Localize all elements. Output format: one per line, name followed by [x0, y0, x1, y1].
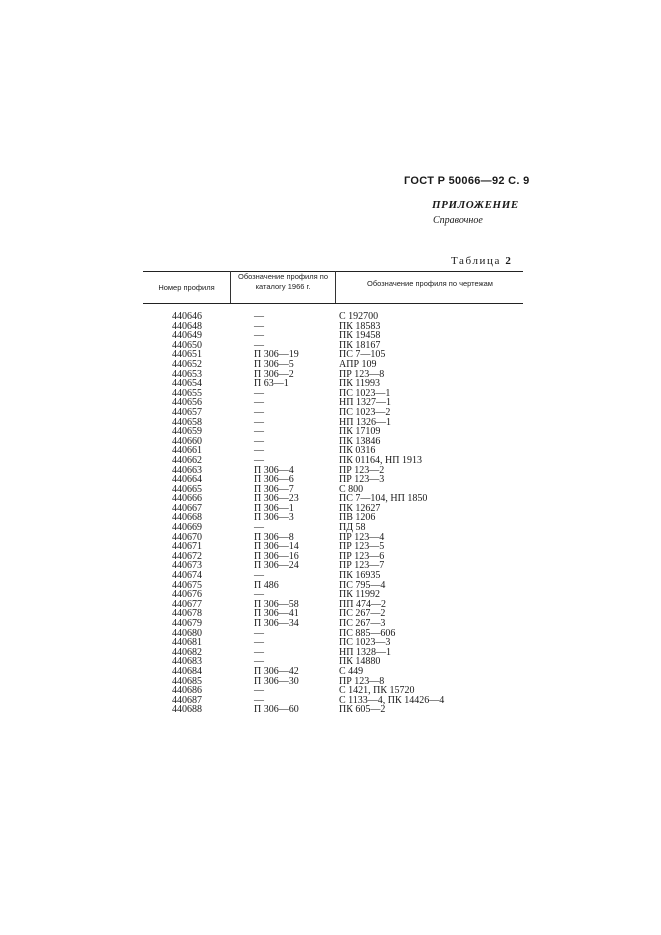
cell-catalog-designation: П 306—58 [254, 598, 299, 610]
cell-profile-number: 440688 [172, 704, 202, 716]
cell-drawing-designation: ПР 123—3 [339, 474, 385, 486]
cell-drawing-designation: ПР 123—8 [339, 368, 385, 380]
cell-catalog-designation: — [254, 637, 264, 649]
cell-profile-number: 440660 [172, 435, 202, 447]
cell-catalog-designation: П 306—2 [254, 368, 294, 380]
cell-catalog-designation: — [254, 685, 264, 697]
table-row [0, 667, 661, 677]
table-row [0, 360, 661, 370]
table-row [0, 331, 661, 341]
cell-catalog-designation: — [254, 570, 264, 582]
cell-profile-number: 440650 [172, 339, 202, 351]
table-row [0, 437, 661, 447]
cell-profile-number: 440665 [172, 483, 202, 495]
cell-catalog-designation: П 306—19 [254, 349, 299, 361]
cell-drawing-designation: ПД 58 [339, 522, 366, 534]
cell-profile-number: 440684 [172, 665, 202, 677]
cell-profile-number: 440672 [172, 550, 202, 562]
table-number: 2 [505, 255, 511, 267]
table-row [0, 446, 661, 456]
cell-drawing-designation: ПК 12627 [339, 502, 381, 514]
cell-catalog-designation: — [254, 454, 264, 466]
table-row [0, 494, 661, 504]
cell-profile-number: 440686 [172, 685, 202, 697]
table-row [0, 561, 661, 571]
cell-catalog-designation: — [254, 320, 264, 332]
cell-catalog-designation: П 306—7 [254, 483, 294, 495]
cell-drawing-designation: ПК 19458 [339, 330, 381, 342]
table-row [0, 398, 661, 408]
cell-profile-number: 440649 [172, 330, 202, 342]
cell-profile-number: 440653 [172, 368, 202, 380]
table-row [0, 513, 661, 523]
cell-drawing-designation: ПК 13846 [339, 435, 381, 447]
appendix-title: ПРИЛОЖЕНИЕ [432, 199, 519, 211]
cell-drawing-designation: НП 1327—1 [339, 397, 391, 409]
cell-catalog-designation: — [254, 589, 264, 601]
table-row [0, 350, 661, 360]
cell-catalog-designation: П 63—1 [254, 378, 289, 390]
cell-catalog-designation: П 306—5 [254, 358, 294, 370]
cell-profile-number: 440652 [172, 358, 202, 370]
cell-drawing-designation: АПР 109 [339, 358, 377, 370]
table-row [0, 600, 661, 610]
table-row [0, 542, 661, 552]
cell-catalog-designation: — [254, 339, 264, 351]
cell-profile-number: 440659 [172, 426, 202, 438]
cell-drawing-designation: ПК 0316 [339, 445, 376, 457]
cell-catalog-designation: П 306—4 [254, 464, 294, 476]
cell-catalog-designation: П 306—14 [254, 541, 299, 553]
cell-catalog-designation: П 306—6 [254, 474, 294, 486]
cell-catalog-designation: — [254, 656, 264, 668]
appendix-note: Справочное [433, 215, 483, 226]
table-row [0, 418, 661, 428]
cell-catalog-designation: — [254, 522, 264, 534]
cell-catalog-designation: П 306—8 [254, 531, 294, 543]
cell-profile-number: 440669 [172, 522, 202, 534]
cell-catalog-designation: П 306—30 [254, 675, 299, 687]
cell-profile-number: 440646 [172, 311, 202, 322]
cell-profile-number: 440680 [172, 627, 202, 639]
cell-profile-number: 440648 [172, 320, 202, 332]
table-row [0, 485, 661, 495]
cell-catalog-designation: П 306—42 [254, 665, 299, 677]
cell-drawing-designation: ПС 267—2 [339, 608, 386, 620]
cell-catalog-designation: П 306—1 [254, 502, 294, 514]
table-row [0, 648, 661, 658]
cell-drawing-designation: С 800 [339, 483, 364, 495]
table-row [0, 504, 661, 514]
cell-drawing-designation: С 192700 [339, 311, 379, 322]
table-header-rule [143, 303, 523, 304]
document-reference: ГОСТ Р 50066—92 С. 9 [404, 175, 530, 187]
cell-drawing-designation: ПК 16935 [339, 570, 381, 582]
cell-profile-number: 440656 [172, 397, 202, 409]
cell-profile-number: 440678 [172, 608, 202, 620]
table-caption [451, 255, 511, 267]
cell-catalog-designation: — [254, 445, 264, 457]
cell-profile-number: 440675 [172, 579, 202, 591]
cell-drawing-designation: ПВ 1206 [339, 512, 376, 524]
cell-drawing-designation: НП 1328—1 [339, 646, 391, 658]
cell-catalog-designation: — [254, 416, 264, 428]
table-row [0, 609, 661, 619]
cell-profile-number: 440664 [172, 474, 202, 486]
column-header-catalog-designation: Обозначение профиля по каталогу 1966 г. [238, 272, 328, 291]
cell-drawing-designation: ПС 1023—2 [339, 406, 391, 418]
cell-drawing-designation: ПС 1023—1 [339, 387, 391, 399]
table-row [0, 677, 661, 687]
cell-drawing-designation: ПР 123—7 [339, 560, 385, 572]
cell-catalog-designation: — [254, 406, 264, 418]
table-row [0, 686, 661, 696]
table-row [0, 427, 661, 437]
cell-profile-number: 440676 [172, 589, 202, 601]
table-row [0, 571, 661, 581]
cell-profile-number: 440667 [172, 502, 202, 514]
cell-catalog-designation: — [254, 646, 264, 658]
cell-drawing-designation: ПР 123—2 [339, 464, 385, 476]
cell-profile-number: 440671 [172, 541, 202, 553]
table-row [0, 466, 661, 476]
cell-drawing-designation: ПК 11992 [339, 589, 381, 601]
cell-drawing-designation: ПС 795—4 [339, 579, 386, 591]
cell-profile-number: 440651 [172, 349, 202, 361]
cell-drawing-designation: ПП 474—2 [339, 598, 386, 610]
table-label: Таблица [451, 255, 501, 267]
table-row [0, 696, 661, 706]
cell-drawing-designation: ПК 18583 [339, 320, 381, 332]
cell-drawing-designation: С 449 [339, 665, 364, 677]
cell-catalog-designation: П 306—41 [254, 608, 299, 620]
cell-drawing-designation: ПК 605—2 [339, 704, 386, 716]
table-row [0, 590, 661, 600]
cell-drawing-designation: ПР 123—6 [339, 550, 385, 562]
cell-catalog-designation: П 306—60 [254, 704, 299, 716]
cell-catalog-designation: — [254, 426, 264, 438]
cell-profile-number: 440683 [172, 656, 202, 668]
cell-drawing-designation: С 1133—4, ПК 14426—4 [339, 694, 445, 706]
cell-catalog-designation: П 486 [254, 579, 279, 591]
cell-profile-number: 440655 [172, 387, 202, 399]
cell-catalog-designation: — [254, 387, 264, 399]
table-row [0, 370, 661, 380]
cell-profile-number: 440662 [172, 454, 202, 466]
cell-catalog-designation: — [254, 330, 264, 342]
table-row [0, 705, 661, 715]
cell-catalog-designation: П 306—16 [254, 550, 299, 562]
column-header-drawing-designation: Обозначение профиля по чертежам [367, 279, 493, 288]
cell-drawing-designation: ПК 17109 [339, 426, 381, 438]
table-body [0, 312, 661, 715]
cell-profile-number: 440682 [172, 646, 202, 658]
table-row [0, 408, 661, 418]
table-row [0, 475, 661, 485]
table-row [0, 389, 661, 399]
cell-profile-number: 440670 [172, 531, 202, 543]
cell-profile-number: 440668 [172, 512, 202, 524]
cell-profile-number: 440654 [172, 378, 202, 390]
cell-drawing-designation: ПК 11993 [339, 378, 381, 390]
cell-profile-number: 440679 [172, 618, 202, 629]
cell-profile-number: 440657 [172, 406, 202, 418]
cell-catalog-designation: П 306—24 [254, 560, 299, 572]
cell-profile-number: 440663 [172, 464, 202, 476]
cell-drawing-designation: С 1421, ПК 15720 [339, 685, 415, 697]
cell-catalog-designation: — [254, 627, 264, 639]
table-row [0, 312, 661, 322]
table-row [0, 629, 661, 639]
table-row [0, 456, 661, 466]
table-row [0, 619, 661, 629]
cell-catalog-designation: П 306—3 [254, 512, 294, 524]
table-row [0, 379, 661, 389]
cell-profile-number: 440673 [172, 560, 202, 572]
cell-drawing-designation: ПР 123—8 [339, 675, 385, 687]
cell-catalog-designation: — [254, 397, 264, 409]
cell-profile-number: 440687 [172, 694, 202, 706]
column-header-profile-number: Номер профиля [158, 283, 215, 292]
cell-catalog-designation: — [254, 311, 264, 322]
table-row [0, 322, 661, 332]
cell-drawing-designation: ПС 885—606 [339, 627, 396, 639]
cell-profile-number: 440677 [172, 598, 202, 610]
table-row [0, 638, 661, 648]
cell-profile-number: 440685 [172, 675, 202, 687]
cell-drawing-designation: ПК 14880 [339, 656, 381, 668]
cell-catalog-designation: — [254, 435, 264, 447]
table-row [0, 552, 661, 562]
cell-catalog-designation: П 306—23 [254, 493, 299, 505]
cell-profile-number: 440674 [172, 570, 202, 582]
table-row [0, 581, 661, 591]
cell-profile-number: 440658 [172, 416, 202, 428]
cell-drawing-designation: ПС 7—105 [339, 349, 386, 361]
table-row [0, 341, 661, 351]
table-row [0, 657, 661, 667]
cell-drawing-designation: ПК 01164, НП 1913 [339, 454, 422, 466]
cell-drawing-designation: ПС 7—104, НП 1850 [339, 493, 428, 505]
table-row [0, 523, 661, 533]
cell-profile-number: 440661 [172, 445, 202, 457]
cell-drawing-designation: НП 1326—1 [339, 416, 391, 428]
cell-profile-number: 440681 [172, 637, 202, 649]
cell-drawing-designation: ПР 123—4 [339, 531, 385, 543]
cell-drawing-designation: ПС 267—3 [339, 618, 386, 629]
cell-catalog-designation: — [254, 694, 264, 706]
cell-profile-number: 440666 [172, 493, 202, 505]
cell-drawing-designation: ПК 18167 [339, 339, 381, 351]
cell-drawing-designation: ПР 123—5 [339, 541, 385, 553]
cell-drawing-designation: ПС 1023—3 [339, 637, 391, 649]
table-row [0, 533, 661, 543]
cell-catalog-designation: П 306—34 [254, 618, 299, 629]
